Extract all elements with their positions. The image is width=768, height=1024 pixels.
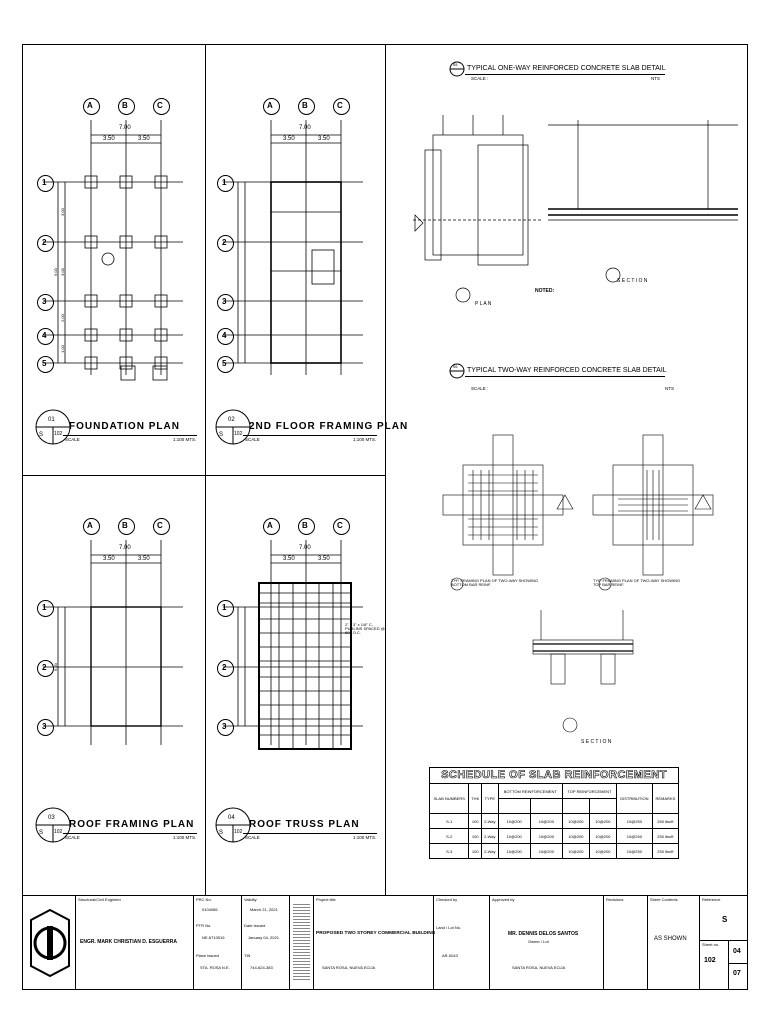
dim-vtotal: 9.00	[52, 268, 58, 276]
scale-label-01: SCALE	[65, 437, 80, 442]
sched-h-remarks: REMARKS	[652, 784, 678, 814]
grid-label-3-2f: 3	[222, 297, 227, 306]
sched-h-bottom: BOTTOM REINFORCEMENT	[498, 784, 562, 799]
tb-scale-cell	[647, 896, 699, 990]
section-label-06: S E C T I O N	[581, 739, 612, 745]
detail-title-06: TYPICAL TWO-WAY REINFORCED CONCRETE SLAB DETAIL	[467, 367, 667, 374]
tb-scale: AS SHOWN	[654, 936, 687, 942]
title-sheet-02: 102	[234, 431, 243, 437]
grid-label-b-2f: B	[302, 101, 308, 110]
grid-label-a-rt: A	[267, 521, 273, 530]
grid-label-c-rf: C	[157, 521, 163, 530]
grid-label-4: 4	[42, 331, 47, 340]
tb-validity-cell	[241, 896, 289, 990]
tb-tin-label: TIN	[244, 953, 251, 958]
grid-label-c: C	[157, 101, 163, 110]
company-logo-icon	[29, 908, 71, 978]
table-row: S-3 100 2-Way 10@200 10@200 10@200 10@200 10@250 250 lbs/ft	[430, 844, 679, 859]
tb-validity-label: Validity	[244, 897, 257, 902]
tb-sheet-cell	[699, 896, 748, 990]
grid-label-5: 5	[42, 359, 47, 368]
dim-total-rt: 7.00	[299, 545, 311, 551]
grid-label-1: 1	[42, 178, 47, 187]
grid-label-1-rf: 1	[42, 603, 47, 612]
tb-sheet-of: 04	[733, 948, 741, 955]
sched-h-slab: SLAB NUMBERS	[430, 784, 469, 814]
detail-title-05: TYPICAL ONE-WAY REINFORCED CONCRETE SLAB DETAIL	[467, 65, 666, 72]
grid-label-b-rf: B	[122, 521, 128, 530]
dim-bay1: 3.50	[103, 136, 115, 142]
title-block	[23, 896, 748, 990]
dim-total: 7.00	[119, 125, 131, 131]
twoway-top-caption: TYP. FRAMING PLAN OF TWO-WAY SHOWING TOP BAR REINF.	[593, 578, 681, 587]
detail-underline-05	[465, 74, 665, 75]
title-underline-04	[243, 833, 377, 834]
plan-label: P L A N	[475, 301, 492, 307]
title-sheet-01: 102	[54, 431, 63, 437]
tb-revisions-cell	[603, 896, 647, 990]
grid-label-c-2f: C	[337, 101, 343, 110]
dim-v3: 2.00	[59, 314, 65, 322]
tb-checked-sub: Land / Lot No.	[436, 925, 462, 930]
detail-scale-label-06: SCALE :	[471, 386, 489, 391]
tb-lot: AR-0043	[442, 953, 458, 958]
tb-reference-label: Reference	[702, 897, 721, 902]
grid-label-4-2f: 4	[222, 331, 227, 340]
schedule-table	[429, 783, 679, 859]
scale-value-01: 1:100 MTS.	[173, 437, 197, 442]
tb-prc: 0104085	[202, 907, 218, 912]
grid-label-c-rt: C	[337, 521, 343, 530]
tb-project-label: Project title	[316, 897, 336, 902]
scale-label-04: SCALE	[245, 835, 260, 840]
grid-label-a: A	[87, 101, 93, 110]
dim-total-2f: 7.00	[299, 125, 311, 131]
schedule-title: SCHEDULE OF SLAB REINFORCEMENT	[429, 767, 679, 783]
dim-bay2: 3.50	[138, 136, 150, 142]
tb-sheet-letter: S	[722, 915, 728, 924]
tb-owner: MR. DENNIS DELOS SANTOS	[508, 931, 579, 937]
tb-tin: 744-624-383	[250, 965, 273, 970]
detail-num-06: 06	[453, 364, 458, 369]
drawing-sheet	[22, 44, 748, 990]
tb-engineer-cell	[75, 896, 193, 990]
tb-engineer-name: ENGR. MARK CHRISTIAN D. ESGUERRA	[80, 939, 177, 945]
slab-schedule	[429, 767, 679, 859]
twoway-bottom-caption: TYP. FRAMING PLAN OF TWO-WAY SHOWING BOTTOM BAR REINF.	[451, 578, 539, 587]
tb-location: SANTA ROSA, NUEVA ECIJA	[322, 965, 376, 970]
tb-project-cell	[313, 896, 436, 990]
table-row: S-1 100 2-Way 10@200 10@200 10@200 10@200 10@250 250 lbs/ft	[430, 814, 679, 829]
truss-note: 2" x 3" x 1/8" C-PURLINS SPACED @ 600 O.C.	[345, 622, 385, 635]
grid-label-b: B	[122, 101, 128, 110]
detail-scale-label-05: SCALE :	[471, 76, 489, 81]
grid-label-2-rf: 2	[42, 663, 47, 672]
scale-label-03: SCALE	[65, 835, 80, 840]
notes-label: NOTED:	[535, 288, 555, 294]
tb-ptr-label: PTR No.	[196, 923, 212, 928]
tb-owner-cell	[489, 896, 603, 990]
grid-label-2-2f: 2	[222, 238, 227, 247]
grid-label-3-rf: 3	[42, 722, 47, 731]
tb-approved-label: Approved by	[492, 897, 515, 902]
dim-v4: 1.00	[59, 345, 65, 353]
tb-structural-label: Structural/Civil Engineer	[78, 897, 121, 902]
panel-divider-v2	[385, 45, 386, 895]
foundation-plan-drawing	[43, 120, 183, 380]
tb-checked-cell	[433, 896, 489, 990]
title-letter-01: S	[39, 432, 44, 438]
tb-sheet-total: 07	[733, 970, 741, 977]
title-sheet-03: 102	[54, 829, 63, 835]
grid-label-1-rt: 1	[222, 603, 227, 612]
2nd-floor-plan-drawing	[223, 120, 363, 375]
title-letter-04: S	[219, 830, 224, 836]
tb-place-label: Place Issued	[196, 953, 219, 958]
table-row: S-2 100 2-Way 10@200 10@200 10@200 10@200 10@250 250 lbs/ft	[430, 829, 679, 844]
dim-v1: 3.00	[59, 208, 65, 216]
section-label-05: S E C T I O N	[617, 278, 648, 284]
title-num-03: 03	[48, 815, 55, 821]
grid-label-a-2f: A	[267, 101, 273, 110]
grid-label-3: 3	[42, 297, 47, 306]
title-2nd-floor-framing-plan: 2ND FLOOR FRAMING PLAN	[249, 421, 409, 432]
detail-underline-06	[465, 376, 665, 377]
title-roof-truss-plan: ROOF TRUSS PLAN	[249, 819, 360, 830]
tb-project: PROPOSED TWO STOREY COMMERCIAL BUILDING	[316, 931, 436, 936]
dim-bay1-2f: 3.50	[283, 136, 295, 142]
grid-label-2: 2	[42, 238, 47, 247]
detail-scale-06: NTS	[665, 386, 674, 391]
tb-sheet-label: Sheet no.	[702, 942, 720, 947]
plans-svg	[23, 45, 385, 895]
roof-framing-plan-drawing	[43, 540, 183, 745]
title-num-02: 02	[228, 417, 235, 423]
title-letter-02: S	[219, 432, 224, 438]
grid-label-b-rt: B	[302, 521, 308, 530]
title-roof-framing-plan: ROOF FRAMING PLAN	[69, 819, 195, 830]
scale-value-02: 1:100 MTS.	[353, 437, 377, 442]
tb-prc-cell	[193, 896, 241, 990]
grid-label-a-rf: A	[87, 521, 93, 530]
sched-h-dist: DISTRIBUTION	[616, 784, 652, 814]
detail-scale-05: NTS	[651, 76, 660, 81]
title-letter-03: S	[39, 830, 44, 836]
tb-prc-label: PRC No.	[196, 897, 212, 902]
dim-bay2-2f: 3.50	[318, 136, 330, 142]
detail-num-05: 05	[453, 62, 458, 67]
tb-owner-loc: SANTA ROSA, NUEVA ECIJA	[512, 965, 566, 970]
title-underline-01	[63, 435, 197, 436]
tb-date-label: Date Issued	[244, 923, 266, 928]
grid-label-3-rt: 3	[222, 722, 227, 731]
tb-checked-label: Checked by	[436, 897, 458, 902]
sched-h-thk: THK	[469, 784, 482, 814]
scale-value-03: 1:100 MTS.	[173, 835, 197, 840]
title-num-04: 04	[228, 815, 235, 821]
tb-place: STA. ROSA N.E.	[200, 965, 230, 970]
title-underline-03	[63, 833, 197, 834]
dim-bay1-rf: 3.50	[103, 556, 115, 562]
tb-sheet-no: 102	[704, 957, 716, 964]
dim-bay2-rf: 3.50	[138, 556, 150, 562]
tb-date-issued: January 04, 2021	[248, 935, 279, 940]
scale-value-04: 1:100 MTS.	[353, 835, 377, 840]
tb-sheet-contents-label: Sheet Contents	[650, 897, 678, 902]
tb-revisions-label: Revisions	[606, 897, 624, 902]
title-foundation-plan: FOUNDATION PLAN	[69, 421, 180, 432]
tb-ptr: NE-6710519	[202, 935, 225, 940]
grid-label-2-rt: 2	[222, 663, 227, 672]
title-num-01: 01	[48, 417, 55, 423]
scale-label-02: SCALE	[245, 437, 260, 442]
sched-h-type: TYPE	[482, 784, 499, 814]
dim-roof-vtotal: 6.00	[52, 663, 58, 671]
title-underline-02	[243, 435, 377, 436]
dim-total-rf: 7.00	[119, 545, 131, 551]
tb-owner-sub: Owner / Lot	[528, 939, 549, 944]
roof-truss-plan-drawing	[223, 540, 363, 749]
tb-notes-cell	[289, 896, 313, 990]
dim-v2: 3.00	[59, 268, 65, 276]
grid-label-5-2f: 5	[222, 359, 227, 368]
dim-bay2-rt: 3.50	[318, 556, 330, 562]
title-sheet-04: 102	[234, 829, 243, 835]
sched-h-top: TOP REINFORCEMENT	[562, 784, 616, 799]
grid-label-1-2f: 1	[222, 178, 227, 187]
tb-validity: March 21, 2021	[250, 907, 278, 912]
dim-bay1-rt: 3.50	[283, 556, 295, 562]
one-way-slab-detail-drawing	[403, 105, 743, 345]
tb-legal-text	[293, 902, 310, 982]
